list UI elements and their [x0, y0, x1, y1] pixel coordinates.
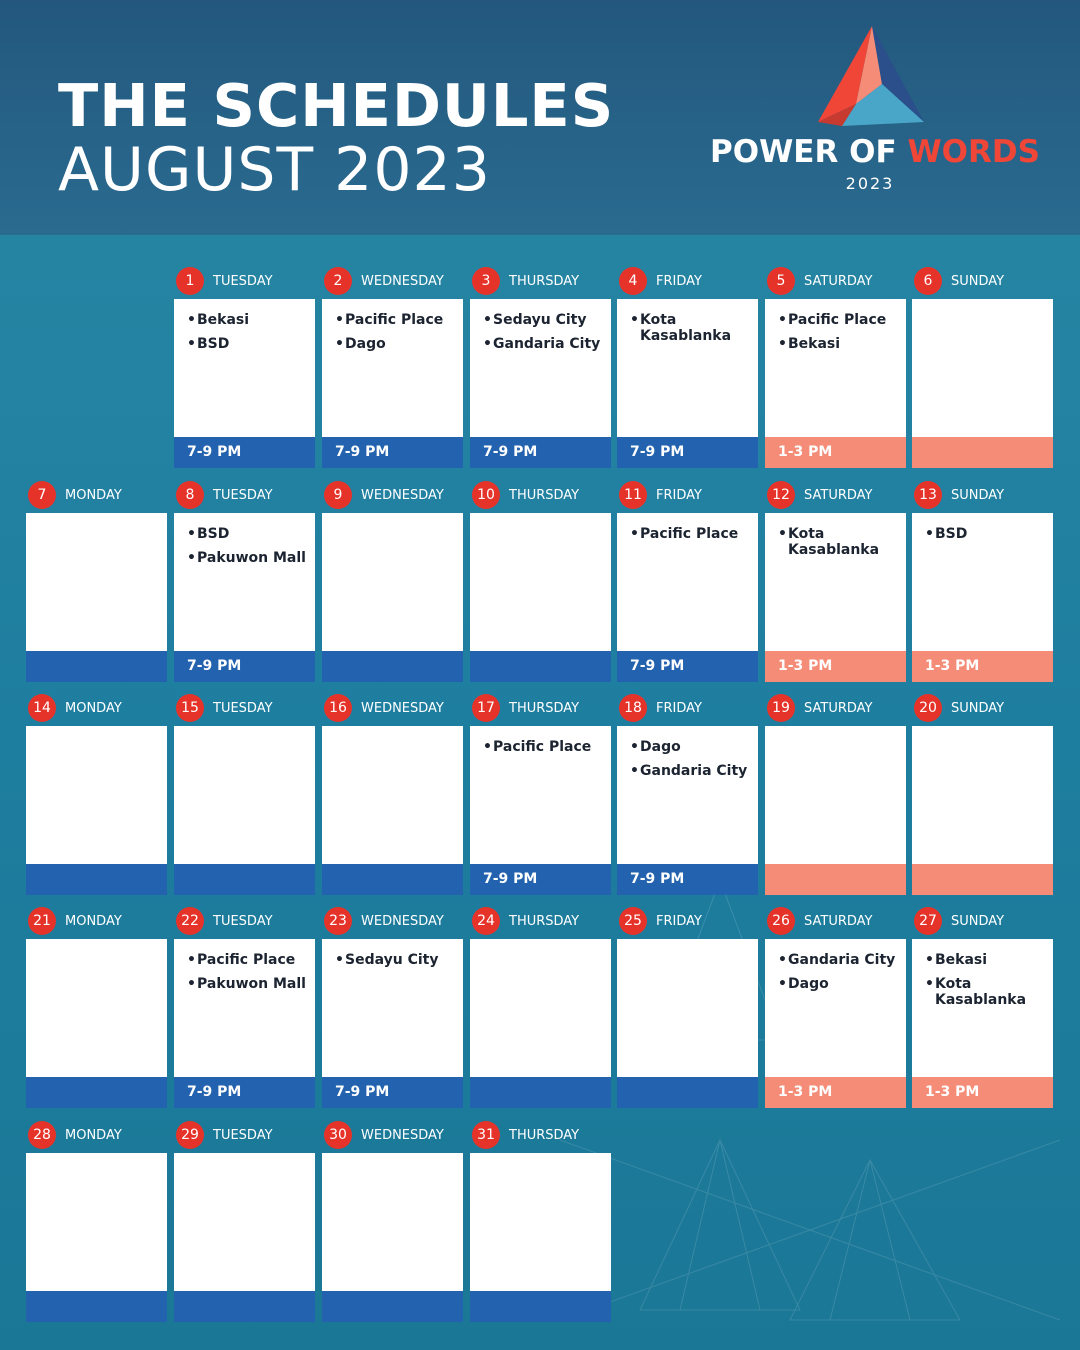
day-cell: [912, 481, 1053, 701]
day-header: [174, 907, 315, 937]
time-bar: [470, 1291, 611, 1322]
day-header: [322, 694, 463, 724]
day-number-badge: 25: [619, 907, 647, 935]
day-cell: [174, 481, 315, 701]
day-number-badge: 9: [324, 481, 352, 509]
location-list: [174, 939, 315, 992]
time-bar: 7-9 PM: [322, 1077, 463, 1108]
day-header: [912, 267, 1053, 297]
day-number-badge: 20: [914, 694, 942, 722]
location-list: [470, 299, 611, 352]
day-header: [470, 1121, 611, 1151]
weekday-label: MONDAY: [65, 914, 122, 929]
day-number-badge: 30: [324, 1121, 352, 1149]
day-number-badge: 14: [28, 694, 56, 722]
day-number-badge: 11: [619, 481, 647, 509]
time-bar: [26, 1077, 167, 1108]
location-list: [322, 939, 463, 968]
time-bar: [322, 651, 463, 682]
location-list: [912, 726, 1053, 739]
day-number-badge: 22: [176, 907, 204, 935]
day-card: [470, 513, 611, 651]
day-header: [322, 267, 463, 297]
location-list: [765, 726, 906, 739]
day-card: [26, 726, 167, 864]
location-list: [617, 726, 758, 779]
day-header: [26, 1121, 167, 1151]
day-cell: [174, 267, 315, 487]
location-item: • BSD: [187, 336, 307, 352]
day-cell: [322, 267, 463, 487]
day-number-badge: 28: [28, 1121, 56, 1149]
day-cell: [470, 907, 611, 1127]
day-cell: [470, 1121, 611, 1341]
day-number-badge: 23: [324, 907, 352, 935]
weekday-label: SATURDAY: [804, 914, 873, 929]
time-bar: [322, 864, 463, 895]
day-cell: [322, 481, 463, 701]
day-card: [912, 726, 1053, 864]
day-cell: [617, 481, 758, 701]
day-number-badge: 12: [767, 481, 795, 509]
location-item: • Kota Kasablanka: [630, 312, 750, 344]
day-card: [765, 513, 906, 674]
day-number-badge: 7: [28, 481, 56, 509]
location-item: • Dago: [335, 336, 455, 352]
day-number-badge: 3: [472, 267, 500, 295]
weekday-label: SUNDAY: [951, 488, 1005, 503]
location-item: • Pacific Place: [335, 312, 455, 328]
day-header: [174, 481, 315, 511]
weekday-label: THURSDAY: [509, 274, 580, 289]
time-bar: 1-3 PM: [912, 1077, 1053, 1108]
location-item: • Kota Kasablanka: [925, 976, 1045, 1008]
time-bar: 7-9 PM: [174, 437, 315, 468]
day-header: [470, 481, 611, 511]
day-number-badge: 4: [619, 267, 647, 295]
time-bar: 7-9 PM: [617, 437, 758, 468]
day-cell: [912, 907, 1053, 1127]
weekday-label: FRIDAY: [656, 274, 702, 289]
day-card: [765, 939, 906, 1100]
pyramid-logo-icon: [812, 26, 924, 130]
location-item: • Pacific Place: [483, 739, 603, 755]
location-list: [765, 299, 906, 352]
day-cell: [174, 907, 315, 1127]
weekday-label: SATURDAY: [804, 701, 873, 716]
location-list: [322, 513, 463, 526]
time-bar: 7-9 PM: [174, 1077, 315, 1108]
day-header: [617, 694, 758, 724]
location-item: • Sedayu City: [483, 312, 603, 328]
day-cell: [174, 1121, 315, 1341]
weekday-label: WEDNESDAY: [361, 914, 444, 929]
location-list: [322, 1153, 463, 1166]
day-card: [765, 299, 906, 460]
location-item: • Gandaria City: [630, 763, 750, 779]
location-list: [912, 513, 1053, 542]
day-card: [617, 299, 758, 460]
day-cell: [470, 267, 611, 487]
time-bar: [470, 1077, 611, 1108]
time-bar: [174, 864, 315, 895]
day-card: [617, 513, 758, 674]
weekday-label: THURSDAY: [509, 488, 580, 503]
time-bar: 7-9 PM: [617, 864, 758, 895]
weekday-label: WEDNESDAY: [361, 488, 444, 503]
location-list: [322, 726, 463, 739]
day-card: [26, 1153, 167, 1291]
day-card: [26, 939, 167, 1077]
day-card: [322, 939, 463, 1100]
weekday-label: THURSDAY: [509, 1128, 580, 1143]
day-card: [174, 939, 315, 1100]
weekday-label: MONDAY: [65, 488, 122, 503]
day-card: [322, 726, 463, 864]
day-number-badge: 2: [324, 267, 352, 295]
weekday-label: MONDAY: [65, 1128, 122, 1143]
day-header: [912, 694, 1053, 724]
weekday-label: THURSDAY: [509, 701, 580, 716]
day-cell: [26, 1121, 167, 1341]
weekday-label: WEDNESDAY: [361, 274, 444, 289]
day-card: [174, 1153, 315, 1291]
day-header: [322, 481, 463, 511]
time-bar: 7-9 PM: [470, 864, 611, 895]
location-item: • Dago: [630, 739, 750, 755]
logo-year: 2023: [845, 174, 895, 193]
location-item: • Bekasi: [925, 952, 1045, 968]
day-header: [617, 907, 758, 937]
location-list: [765, 939, 906, 992]
day-card: [322, 513, 463, 651]
location-list: [470, 1153, 611, 1166]
day-header: [765, 907, 906, 937]
day-number-badge: 17: [472, 694, 500, 722]
day-number-badge: 31: [472, 1121, 500, 1149]
location-item: • Pacific Place: [778, 312, 898, 328]
weekday-label: WEDNESDAY: [361, 1128, 444, 1143]
day-card: [912, 939, 1053, 1100]
day-number-badge: 29: [176, 1121, 204, 1149]
time-bar: 1-3 PM: [765, 437, 906, 468]
day-header: [765, 267, 906, 297]
weekday-label: SUNDAY: [951, 274, 1005, 289]
weekday-label: TUESDAY: [213, 488, 273, 503]
day-cell: [765, 694, 906, 914]
day-number-badge: 18: [619, 694, 647, 722]
location-list: [26, 513, 167, 526]
time-bar: [322, 1291, 463, 1322]
day-card: [174, 513, 315, 674]
time-bar: 1-3 PM: [765, 651, 906, 682]
day-card: [617, 726, 758, 887]
day-header: [26, 907, 167, 937]
time-bar: 1-3 PM: [912, 651, 1053, 682]
day-header: [322, 1121, 463, 1151]
location-item: • BSD: [925, 526, 1045, 542]
weekday-label: SATURDAY: [804, 274, 873, 289]
location-item: • BSD: [187, 526, 307, 542]
day-card: [765, 726, 906, 864]
day-header: [912, 907, 1053, 937]
location-item: • Pacific Place: [630, 526, 750, 542]
weekday-label: FRIDAY: [656, 488, 702, 503]
day-card: [470, 1153, 611, 1291]
location-list: [470, 939, 611, 952]
day-number-badge: 5: [767, 267, 795, 295]
day-number-badge: 16: [324, 694, 352, 722]
location-list: [174, 299, 315, 352]
day-cell: [26, 907, 167, 1127]
day-number-badge: 24: [472, 907, 500, 935]
day-cell: [322, 694, 463, 914]
day-header: [617, 267, 758, 297]
day-cell: [322, 1121, 463, 1341]
day-header: [470, 907, 611, 937]
power-of-words-logo: [700, 22, 1040, 202]
day-number-badge: 27: [914, 907, 942, 935]
day-header: [174, 267, 315, 297]
day-cell: [765, 907, 906, 1127]
day-header: [322, 907, 463, 937]
time-bar: [765, 864, 906, 895]
location-list: [765, 513, 906, 558]
header-banner: [0, 0, 1080, 235]
logo-text-words: WORDS: [907, 134, 1040, 170]
time-bar: 7-9 PM: [174, 651, 315, 682]
day-card: [912, 299, 1053, 437]
location-list: [912, 939, 1053, 1008]
day-cell: [912, 267, 1053, 487]
time-bar: [174, 1291, 315, 1322]
day-header: [912, 481, 1053, 511]
day-header: [470, 267, 611, 297]
day-header: [26, 694, 167, 724]
location-list: [617, 513, 758, 542]
location-list: [617, 939, 758, 952]
location-list: [26, 939, 167, 952]
weekday-label: TUESDAY: [213, 274, 273, 289]
day-card: [470, 939, 611, 1077]
day-number-badge: 26: [767, 907, 795, 935]
day-number-badge: 21: [28, 907, 56, 935]
day-cell: [26, 694, 167, 914]
location-list: [26, 1153, 167, 1166]
weekday-label: TUESDAY: [213, 1128, 273, 1143]
time-bar: [617, 1077, 758, 1108]
time-bar: [912, 437, 1053, 468]
day-number-badge: 19: [767, 694, 795, 722]
location-item: • Sedayu City: [335, 952, 455, 968]
page-title: THE SCHEDULES: [58, 71, 615, 140]
day-cell: [470, 694, 611, 914]
logo-text-power-of: POWER OF: [710, 134, 908, 170]
location-list: [174, 1153, 315, 1166]
day-card: [322, 299, 463, 460]
day-card: [174, 726, 315, 864]
day-number-badge: 10: [472, 481, 500, 509]
weekday-label: MONDAY: [65, 701, 122, 716]
location-list: [470, 726, 611, 755]
day-number-badge: 1: [176, 267, 204, 295]
weekday-label: FRIDAY: [656, 914, 702, 929]
day-cell: [617, 907, 758, 1127]
location-item: • Gandaria City: [483, 336, 603, 352]
location-item: • Pakuwon Mall: [187, 550, 307, 566]
location-list: [470, 513, 611, 526]
day-number-badge: 15: [176, 694, 204, 722]
day-number-badge: 6: [914, 267, 942, 295]
weekday-label: FRIDAY: [656, 701, 702, 716]
day-header: [765, 694, 906, 724]
time-bar: 1-3 PM: [765, 1077, 906, 1108]
day-card: [617, 939, 758, 1077]
day-cell: [912, 694, 1053, 914]
day-number-badge: 8: [176, 481, 204, 509]
time-bar: 7-9 PM: [322, 437, 463, 468]
day-card: [912, 513, 1053, 674]
day-cell: [617, 267, 758, 487]
time-bar: [470, 651, 611, 682]
day-card: [470, 299, 611, 460]
time-bar: [26, 651, 167, 682]
location-list: [26, 726, 167, 739]
weekday-label: TUESDAY: [213, 701, 273, 716]
day-card: [174, 299, 315, 460]
time-bar: [26, 1291, 167, 1322]
weekday-label: SATURDAY: [804, 488, 873, 503]
weekday-label: THURSDAY: [509, 914, 580, 929]
weekday-label: TUESDAY: [213, 914, 273, 929]
day-card: [26, 513, 167, 651]
day-header: [174, 1121, 315, 1151]
location-list: [174, 726, 315, 739]
day-header: [26, 481, 167, 511]
day-cell: [765, 267, 906, 487]
day-cell: [617, 694, 758, 914]
day-cell: [322, 907, 463, 1127]
location-item: • Bekasi: [778, 336, 898, 352]
day-card: [470, 726, 611, 887]
location-list: [912, 299, 1053, 312]
location-item: • Dago: [778, 976, 898, 992]
weekday-label: SUNDAY: [951, 701, 1005, 716]
location-list: [322, 299, 463, 352]
location-item: • Gandaria City: [778, 952, 898, 968]
location-item: • Pacific Place: [187, 952, 307, 968]
weekday-label: WEDNESDAY: [361, 701, 444, 716]
day-number-badge: 13: [914, 481, 942, 509]
day-cell: [26, 481, 167, 701]
day-header: [174, 694, 315, 724]
day-cell: [470, 481, 611, 701]
time-bar: [912, 864, 1053, 895]
day-cell: [174, 694, 315, 914]
location-item: • Bekasi: [187, 312, 307, 328]
day-header: [765, 481, 906, 511]
weekday-label: SUNDAY: [951, 914, 1005, 929]
time-bar: 7-9 PM: [470, 437, 611, 468]
day-header: [617, 481, 758, 511]
page-subtitle: AUGUST 2023: [58, 135, 491, 205]
location-list: [174, 513, 315, 566]
location-list: [617, 299, 758, 344]
location-item: • Kota Kasablanka: [778, 526, 898, 558]
day-header: [470, 694, 611, 724]
time-bar: [26, 864, 167, 895]
logo-wordmark: [710, 134, 1040, 170]
time-bar: 7-9 PM: [617, 651, 758, 682]
day-card: [322, 1153, 463, 1291]
location-item: • Pakuwon Mall: [187, 976, 307, 992]
day-cell: [765, 481, 906, 701]
